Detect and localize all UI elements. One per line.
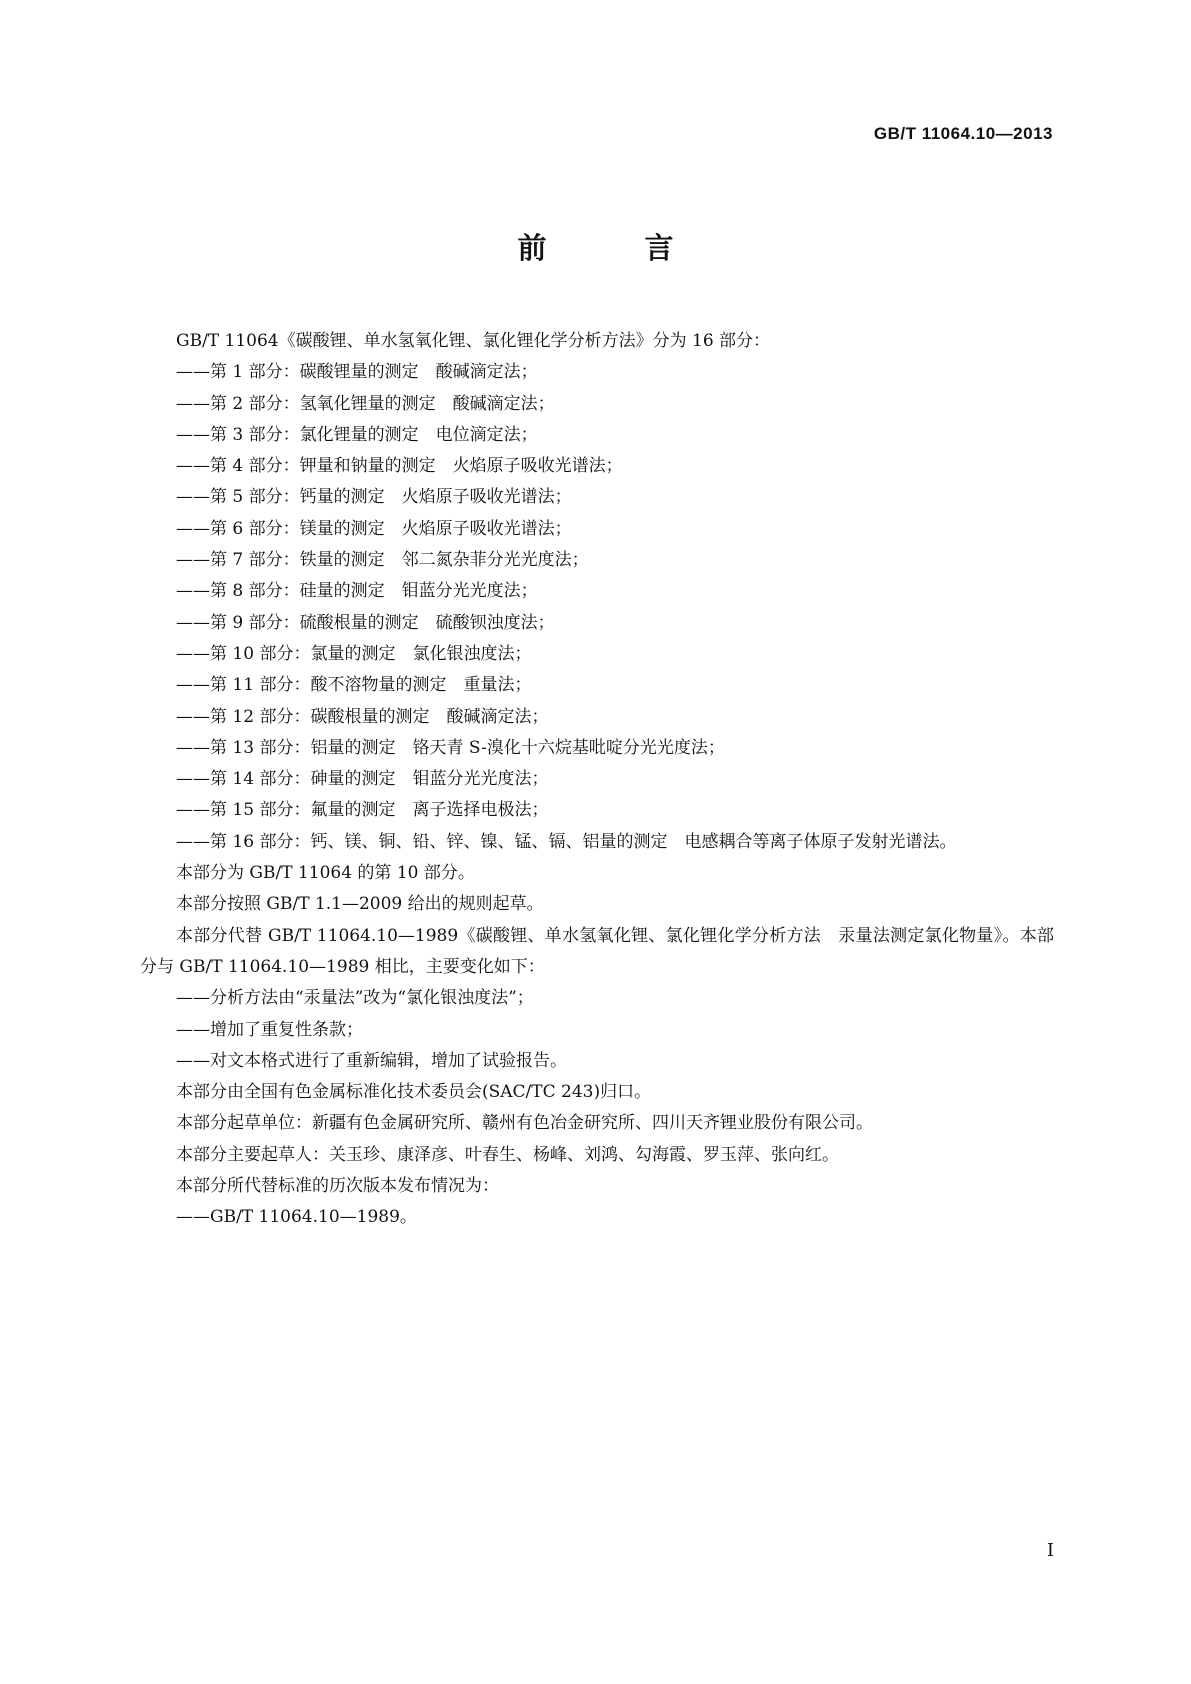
replacement-paragraph: 本部分代替 GB/T 11064.10—1989《碳酸锂、单水氢氧化锂、氯化锂化学分析方法 汞量法测定氯化物量》。本部分与 GB/T 11064.10—1989 相比，主要变化如下：	[140, 925, 1054, 977]
part-list-item: ——第 15 部分：氟量的测定 离子选择电极法；	[176, 800, 549, 821]
change-list-item: ——分析方法由“汞量法”改为“氯化银浊度法”；	[176, 988, 534, 1009]
preface-title: 前 言	[517, 231, 718, 265]
standard-number: GB/T 11064.10—2013	[873, 124, 1053, 143]
part-list-item: ——第 7 部分：铁量的测定 邻二氮杂菲分光光度法；	[176, 550, 589, 571]
part-list-item: ——第 9 部分：硫酸根量的测定 硫酸钡浊度法；	[176, 612, 555, 633]
this-part-paragraph: 本部分为 GB/T 11064 的第 10 部分。	[176, 863, 475, 884]
part-list-item: ——第 4 部分：钾量和钠量的测定 火焰原子吸收光谱法；	[176, 456, 623, 477]
drafting-units-paragraph: 本部分起草单位：新疆有色金属研究所、赣州有色冶金研究所、四川天齐锂业股份有限公司。	[176, 1113, 873, 1134]
part-list-item: ——第 1 部分：碳酸锂量的测定 酸碱滴定法；	[176, 362, 538, 383]
part-list-item: ——第 12 部分：碳酸根量的测定 酸碱滴定法；	[176, 706, 549, 727]
intro-paragraph: GB/T 11064《碳酸锂、单水氢氧化锂、氯化锂化学分析方法》分为 16 部分：	[176, 331, 771, 351]
part-list-item: ——第 11 部分：酸不溶物量的测定 重量法；	[176, 675, 532, 696]
drafters-paragraph: 本部分主要起草人：关玉珍、康泽彦、叶春生、杨峰、刘鸿、勾海霞、罗玉萍、张向红。	[176, 1144, 839, 1165]
part-list-item: ——第 3 部分：氯化锂量的测定 电位滴定法；	[176, 424, 538, 445]
change-list-item: ——增加了重复性条款；	[176, 1019, 363, 1040]
part-list-item: ——第 16 部分：钙、镁、铜、铅、锌、镍、锰、镉、铝量的测定 电感耦合等离子体原子发射光谱法。	[176, 831, 957, 852]
change-list-item: ——对文本格式进行了重新编辑，增加了试验报告。	[176, 1050, 567, 1071]
part-list-item: ——第 6 部分：镁量的测定 火焰原子吸收光谱法；	[176, 518, 572, 539]
drafting-rule-paragraph: 本部分按照 GB/T 1.1—2009 给出的规则起草。	[176, 894, 544, 915]
part-list-item: ——第 14 部分：砷量的测定 钼蓝分光光度法；	[176, 769, 549, 790]
part-list-item: ——第 5 部分：钙量的测定 火焰原子吸收光谱法；	[176, 487, 572, 508]
page-number: I	[1046, 1540, 1054, 1561]
history-list-item: ——GB/T 11064.10—1989。	[176, 1207, 417, 1228]
part-list-item: ——第 13 部分：铝量的测定 铬天青 S-溴化十六烷基吡啶分光光度法；	[176, 737, 725, 758]
part-list-item: ——第 8 部分：硅量的测定 钼蓝分光光度法；	[176, 581, 538, 602]
part-list-item: ——第 10 部分：氯量的测定 氯化银浊度法；	[176, 643, 532, 664]
part-list-item: ——第 2 部分：氢氧化锂量的测定 酸碱滴定法；	[176, 393, 555, 414]
centralized-by-paragraph: 本部分由全国有色金属标准化技术委员会(SAC/TC 243)归口。	[176, 1082, 652, 1103]
history-intro-paragraph: 本部分所代替标准的历次版本发布情况为：	[176, 1176, 499, 1197]
preface-body	[140, 326, 1054, 1234]
